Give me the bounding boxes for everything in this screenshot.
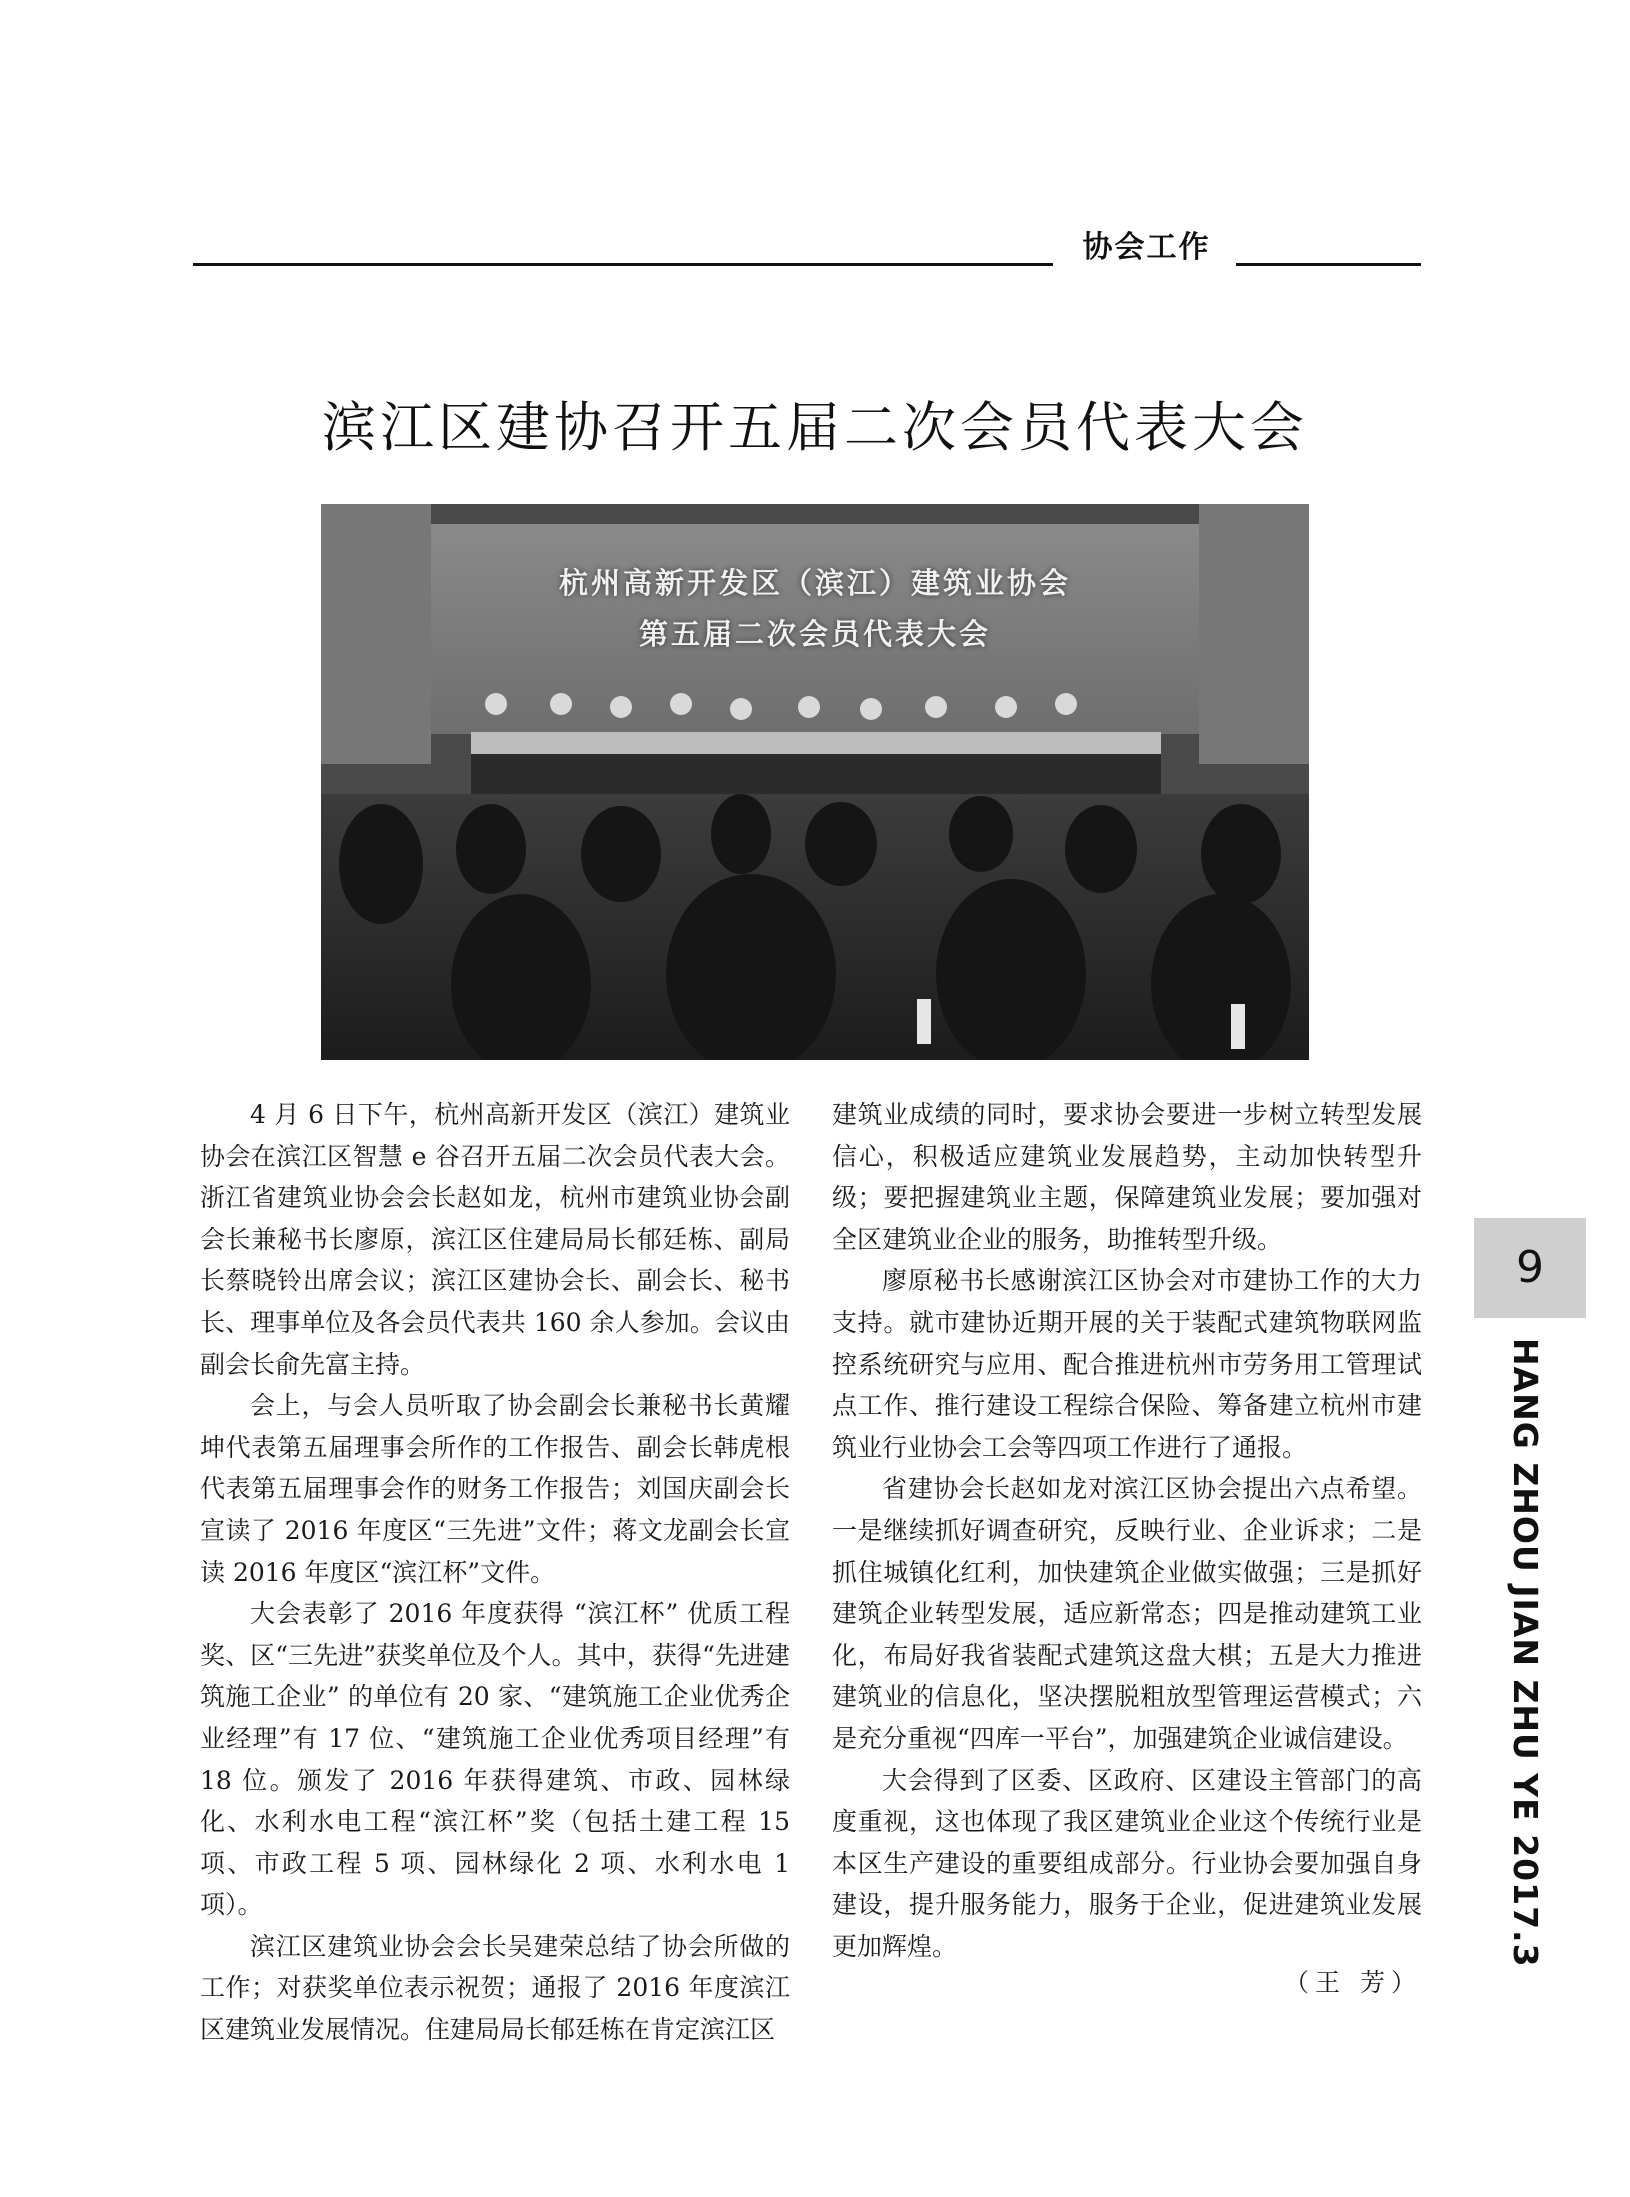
header-rule-right <box>1236 263 1421 266</box>
screen-caption-line2: 第五届二次会员代表大会 <box>638 617 991 651</box>
paragraph-continued: 建筑业成绩的同时，要求协会要进一步树立转型发展信心，积极适应建筑业发展趋势，主动加快转型升级；要把握建筑业主题，保障建筑业发展；要加强对全区建筑业企业的服务，助推转型升级。 <box>832 1100 1422 1254</box>
page-number-tab: 9 <box>1474 1218 1586 1318</box>
paragraph: 滨江区建筑业协会会长吴建荣总结了协会所做的工作；对获奖单位表示祝贺；通报了 2016 年度滨江区建筑业发展情况。住建局局长郁廷栋在肯定滨江区 <box>200 1931 790 2045</box>
paragraph: 会上，与会人员听取了协会副会长兼秘书长黄耀坤代表第五届理事会所作的工作报告、副会长韩虎根代表第五届理事会作的财务工作报告；刘国庆副会长宣读了 2016 年度区“三先进”文件；蒋文龙副会长宣读 2016 年度区“滨江杯”文件。 <box>200 1391 790 1587</box>
meeting-photo <box>321 504 1309 1060</box>
paragraph: 廖原秘书长感谢滨江区协会对市建协工作的大力支持。就市建协近期开展的关于装配式建筑物联网监控系统研究与应用、配合推进杭州市劳务用工管理试点工作、推行建设工程综合保险、筹备建立杭州市建筑业行业协会工会等四项工作进行了通报。 <box>832 1266 1422 1462</box>
left-column <box>200 1094 790 2051</box>
journal-name-vertical: HANG ZHOU JIAN ZHU YE 2017.3 <box>1506 1338 1545 1968</box>
paragraph: 省建协会长赵如龙对滨江区协会提出六点希望。一是继续抓好调查研究，反映行业、企业诉求；二是抓住城镇化红利，加快建筑企业做实做强；三是抓好建筑企业转型发展，适应新常态；四是推动建筑工业化，布局好我省装配式建筑这盘大棋；五是大力推进建筑业的信息化，坚决摆脱粗放型管理运营模式；六是充分重视“四库一平台”，加强建筑企业诚信建设。 <box>832 1474 1422 1753</box>
author-credit: （王 芳） <box>1284 1968 1422 1997</box>
section-label: 协会工作 <box>1082 230 1211 265</box>
right-column <box>832 1094 1422 1967</box>
article-title: 滨江区建协召开五届二次会员代表大会 <box>322 396 1308 459</box>
paragraph: 大会表彰了 2016 年度获得 “滨江杯” 优质工程奖、区“三先进”获奖单位及个人。其中，获得“先进建筑施工企业” 的单位有 20 家、“建筑施工企业优秀企业经理”有 17 位、“建筑施工企业优秀项目经理”有 18 位。颁发了 2016 年获得建筑、市政、园林绿化、水利水电工程“滨江杯”奖（包括土建工程 15 项、市政工程 5 项、园林绿化 2 项、水利水电 1 项）。 <box>200 1599 790 1920</box>
paragraph: 大会得到了区委、区政府、区建设主管部门的高度重视，这也体现了我区建筑业企业这个传统行业是本区生产建设的重要组成部分。行业协会要加强自身建设，提升服务能力，服务于企业，促进建筑业发展更加辉煌。 <box>832 1765 1422 1961</box>
header-rule-left <box>193 263 1053 266</box>
paragraph: 4 月 6 日下午，杭州高新开发区（滨江）建筑业协会在滨江区智慧 e 谷召开五届二次会员代表大会。浙江省建筑业协会会长赵如龙，杭州市建筑业协会副会长兼秘书长廖原，滨江区住建局局长郁廷栋、副局长蔡晓铃出席会议；滨江区建协会长、副会长、秘书长、理事单位及各会员代表共 160 余人参加。会议由副会长俞先富主持。 <box>200 1100 790 1379</box>
screen-caption-line1: 杭州高新开发区（滨江）建筑业协会 <box>558 566 1071 600</box>
